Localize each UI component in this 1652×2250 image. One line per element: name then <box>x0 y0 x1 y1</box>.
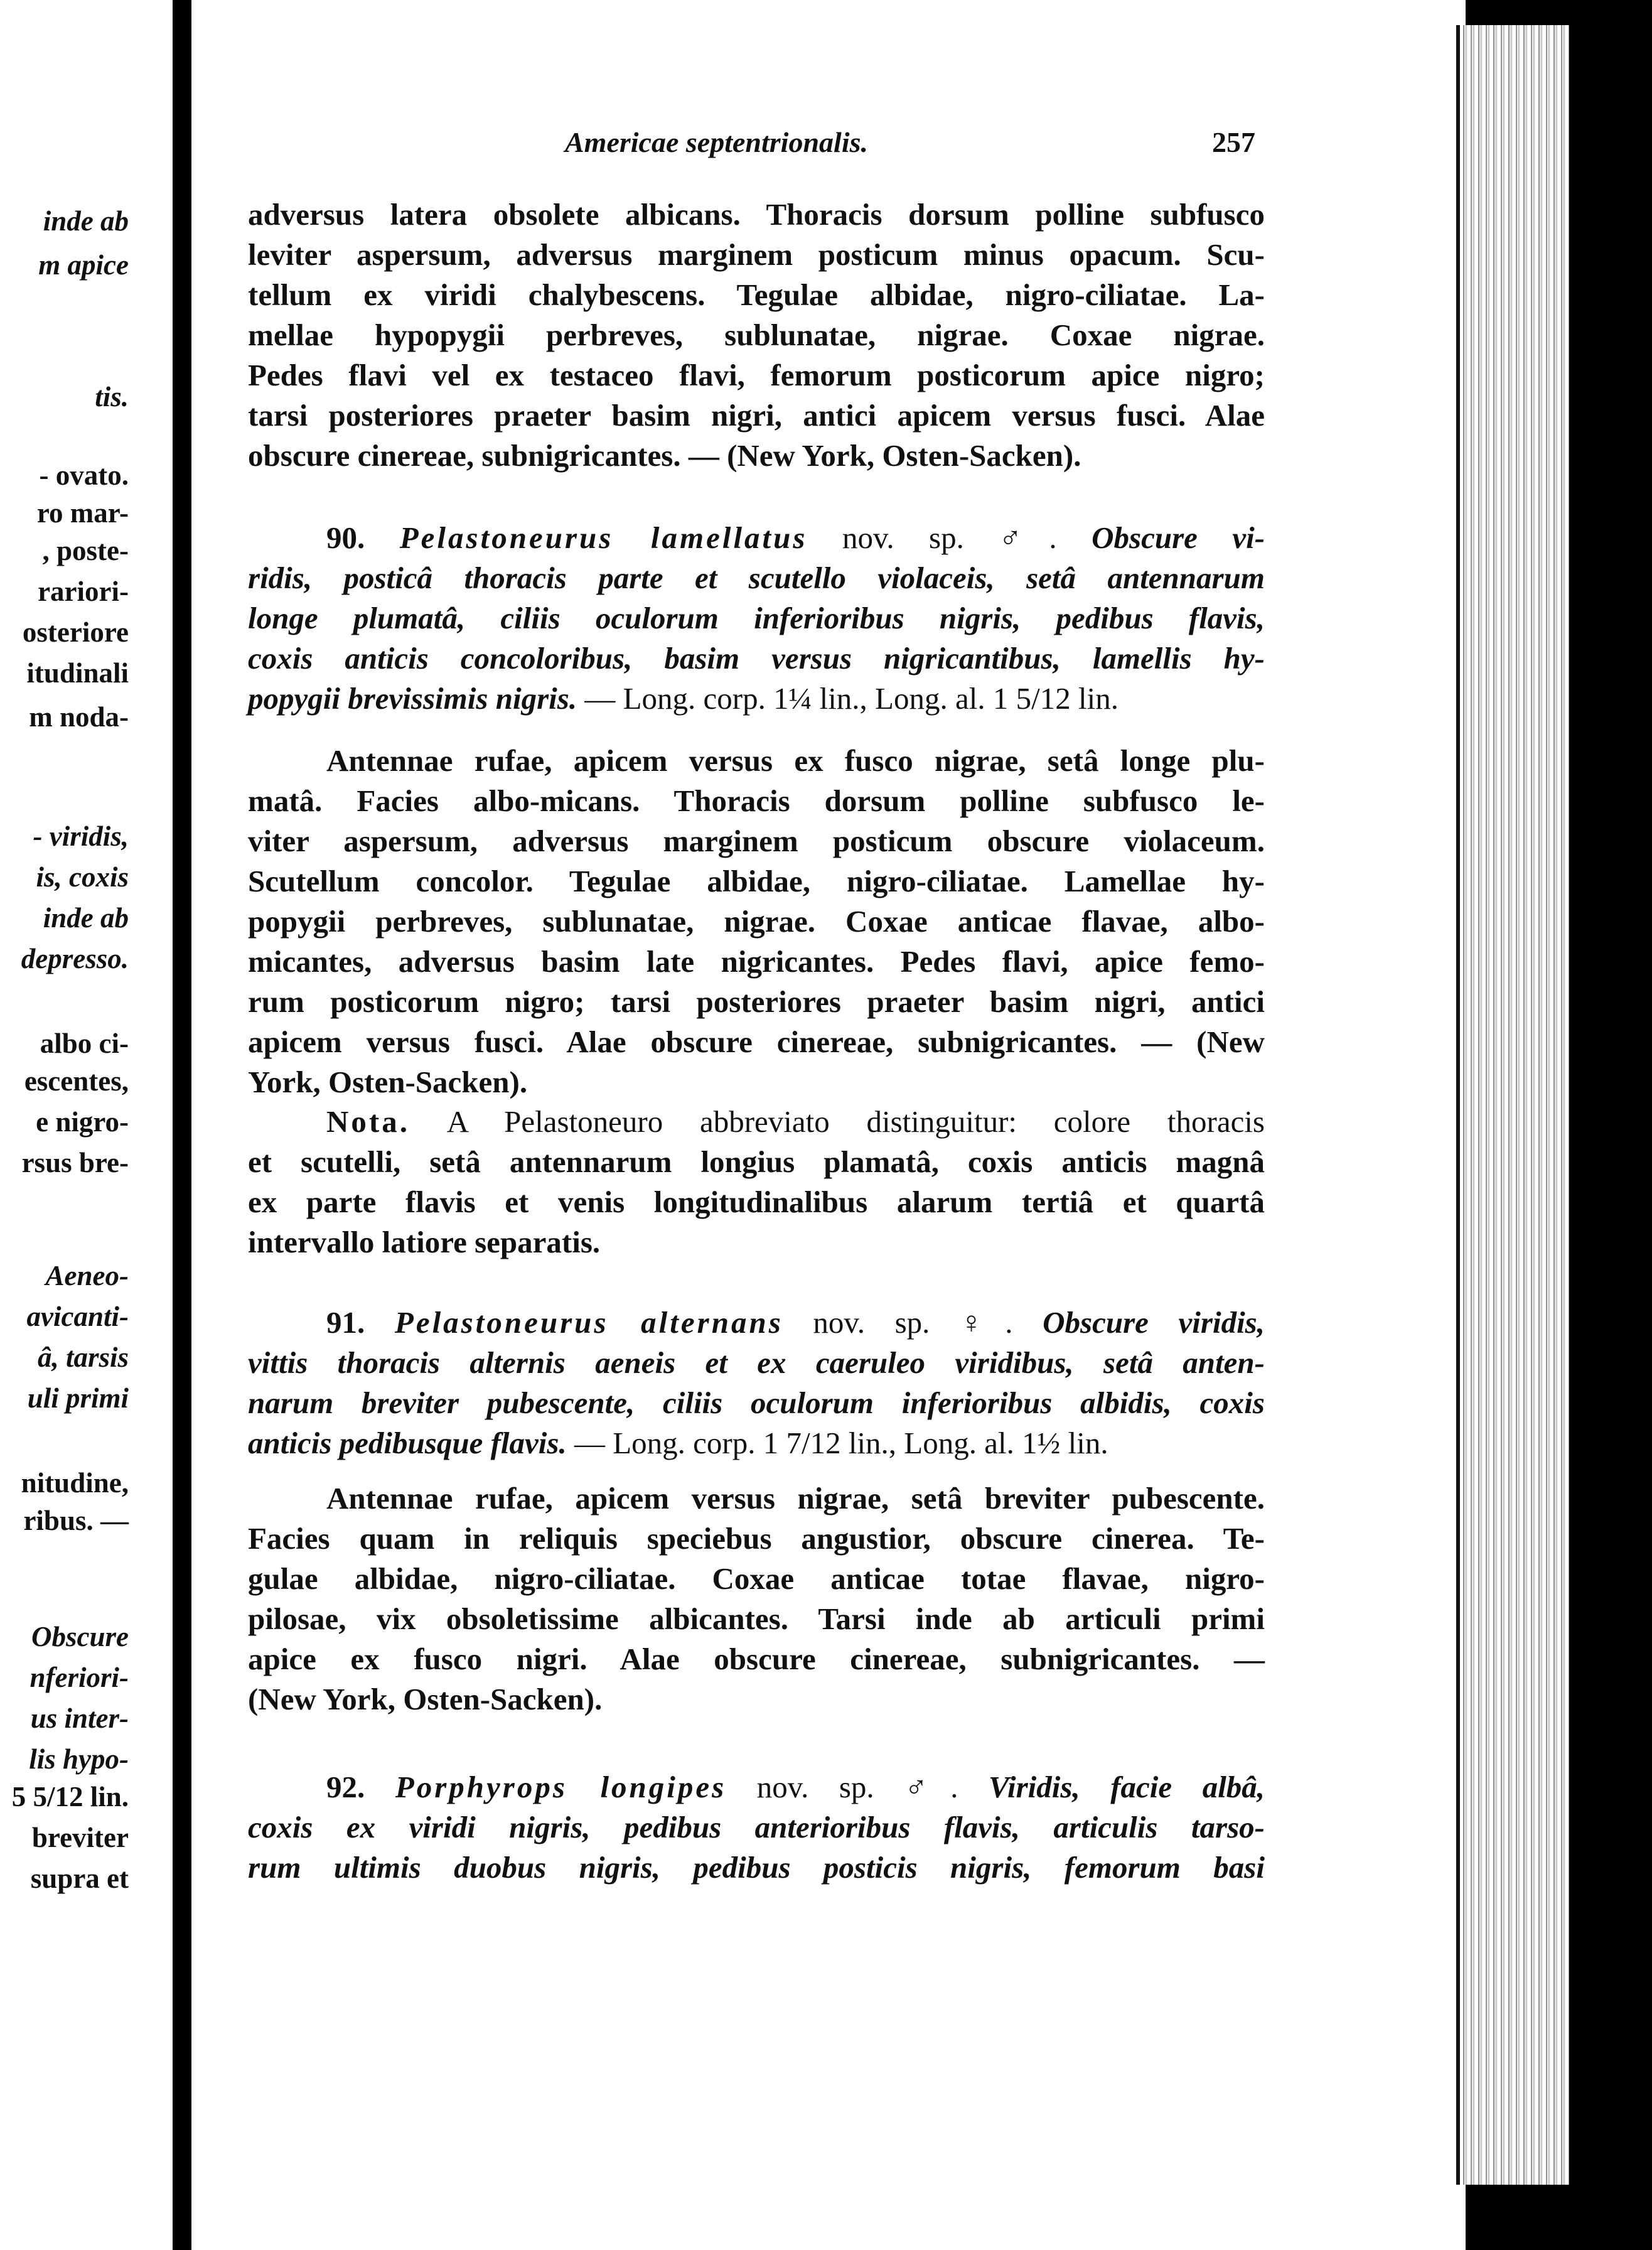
facing-page-text: ribus. — <box>23 1505 129 1536</box>
facing-page-text: 5 5/12 lin. <box>11 1781 129 1812</box>
facing-page-text: albo ci- <box>40 1028 129 1059</box>
text-line: Pedes flavi vel ex testaceo flavi, femorum posticorum apice nigro; <box>248 358 1265 392</box>
text-line: rum posticorum nigro; tarsi posteriores praeter basim nigri, antici <box>248 984 1265 1019</box>
nota-line <box>248 1102 1265 1142</box>
facing-page-text: inde ab <box>43 205 129 237</box>
facing-page-text: e nigro- <box>36 1106 129 1138</box>
diagnosis-end: popygii brevissimis nigris. <box>248 681 577 716</box>
text-line: leviter aspersum, adversus marginem posticum minus opacum. Scu- <box>248 237 1265 272</box>
facing-page-text: depresso. <box>21 943 129 974</box>
facing-page-text: , poste- <box>42 535 129 566</box>
text-line: coxis anticis concoloribus, basim versus nigricantibus, lamellis hy- <box>248 641 1265 676</box>
species-name: Pelastoneurus lamellatus <box>399 520 808 555</box>
facing-page-text: Aeneo- <box>45 1260 129 1291</box>
facing-page-text: rsus bre- <box>21 1147 129 1178</box>
species-status: nov. sp. ♂. <box>756 1770 958 1804</box>
facing-page-text: inde ab <box>43 902 129 934</box>
facing-page-text: rariori- <box>38 576 129 607</box>
facing-page-text: is, coxis <box>36 861 129 893</box>
text-line: longe plumatâ, ciliis oculorum inferioribus nigris, pedibus flavis, <box>248 601 1265 635</box>
text-line: York, Osten-Sacken). <box>248 1065 528 1099</box>
text-line: gulae albidae, nigro-ciliatae. Coxae anticae totae flavae, nigro- <box>248 1561 1265 1596</box>
species-91-description <box>248 1478 1265 1720</box>
text-line: vittis thoracis alternis aeneis et ex caeruleo viridibus, setâ anten- <box>248 1345 1265 1380</box>
diagnosis-start: Obscure vi- <box>1092 520 1265 555</box>
diagnosis-start: Obscure viridis, <box>1043 1305 1265 1340</box>
nota-text: A Pelastoneuro abbreviato distinguitur: colore thoracis <box>446 1104 1265 1139</box>
text-line: viter aspersum, adversus marginem posticum obscure violaceum. <box>248 824 1265 858</box>
facing-page-text: â, tarsis <box>37 1342 129 1373</box>
species-status: nov. sp. ♂. <box>842 520 1057 555</box>
text-line: apice ex fusco nigri. Alae obscure cinereae, subnigricantes. — <box>248 1642 1265 1676</box>
text-line: adversus latera obsolete albicans. Thoracis dorsum polline subfusco <box>248 197 1265 232</box>
facing-page-text: m noda- <box>29 701 129 733</box>
facing-page-text: Obscure <box>31 1621 129 1652</box>
page-number: 257 <box>1212 126 1255 158</box>
facing-page-text: - viridis, <box>33 821 129 852</box>
text-line: Scutellum concolor. Tegulae albidae, nigro-ciliatae. Lamellae hy- <box>248 864 1265 898</box>
text-line: et scutelli, setâ antennarum longius plamatâ, coxis anticis magnâ <box>248 1144 1265 1179</box>
species-line <box>248 679 1265 719</box>
facing-page-text: ro mar- <box>36 497 129 529</box>
species-line <box>248 1303 1265 1343</box>
measurements: — Long. corp. 1 7/12 lin., Long. al. 1½ lin. <box>574 1426 1108 1460</box>
facing-page-text: tis. <box>95 381 129 412</box>
page-stack-edge <box>1456 25 1573 2185</box>
text-line: Facies quam in reliquis speciebus angustior, obscure cinerea. Te- <box>248 1521 1265 1556</box>
nota <box>248 1102 1265 1262</box>
facing-page-text: itudinali <box>26 657 129 689</box>
diagnosis-start: Viridis, facie albâ, <box>989 1770 1265 1804</box>
book-gutter <box>173 0 191 2250</box>
text-line: matâ. Facies albo-micans. Thoracis dorsum polline subfusco le- <box>248 783 1265 818</box>
species-90-description <box>248 741 1265 1102</box>
facing-page-text: osteriore <box>22 616 129 648</box>
text-line: coxis ex viridi nigris, pedibus anterioribus flavis, articulis tarso- <box>248 1810 1265 1844</box>
species-number: 92. <box>326 1770 365 1804</box>
facing-page-text: m apice <box>38 249 129 281</box>
species-line <box>248 1767 1265 1807</box>
text-line: Antennae rufae, apicem versus nigrae, setâ breviter pubescente. <box>326 1481 1265 1515</box>
facing-page-text: nitudine, <box>21 1467 129 1499</box>
facing-page-text: - ovato. <box>39 460 129 491</box>
text-line: Antennae rufae, apicem versus ex fusco nigrae, setâ longe plu- <box>326 743 1265 778</box>
measurements: — Long. corp. 1¼ lin., Long. al. 1 5/12 lin. <box>584 681 1118 716</box>
facing-page-text: lis hypo- <box>29 1743 129 1775</box>
text-line: ex parte flavis et venis longitudinalibus alarum tertiâ et quartâ <box>248 1185 1265 1219</box>
species-line <box>248 518 1265 558</box>
species-line <box>248 1423 1265 1463</box>
text-line: mellae hypopygii perbreves, sublunatae, nigrae. Coxae nigrae. <box>248 318 1265 352</box>
facing-page-text: uli primi <box>27 1382 129 1414</box>
text-line: tellum ex viridi chalybescens. Tegulae albidae, nigro-ciliatae. La- <box>248 277 1265 312</box>
text-line: apicem versus fusci. Alae obscure cinereae, subnigricantes. — (New <box>248 1025 1265 1059</box>
species-status: nov. sp. ♀. <box>813 1305 1013 1340</box>
text-line: ridis, posticâ thoracis parte et scutello violaceis, setâ antennarum <box>248 561 1265 595</box>
running-title: Americae septentrionalis. <box>565 126 868 158</box>
nota-label: Nota. <box>326 1104 410 1139</box>
text-line: narum breviter pubescente, ciliis oculorum inferioribus albidis, coxis <box>248 1386 1265 1420</box>
text-line: obscure cinereae, subnigricantes. — (New York, Osten-Sacken). <box>248 438 1081 473</box>
species-90-heading <box>248 518 1265 719</box>
facing-page-text: avicanti- <box>26 1301 129 1332</box>
text-line: (New York, Osten-Sacken). <box>248 1682 603 1716</box>
facing-page-text: supra et <box>30 1863 129 1894</box>
facing-page-text: us inter- <box>30 1703 129 1734</box>
species-91-heading <box>248 1303 1265 1463</box>
species-92-heading <box>248 1767 1265 1888</box>
diagnosis-end: anticis pedibusque flavis. <box>248 1426 567 1460</box>
background-edge <box>1569 0 1652 2250</box>
paragraph-continuation <box>248 195 1265 476</box>
species-name: Porphyrops longipes <box>395 1770 727 1804</box>
text-line: intervallo latiore separatis. <box>248 1225 601 1259</box>
facing-page-text: breviter <box>31 1822 129 1853</box>
text-line: popygii perbreves, sublunatae, nigrae. Coxae anticae flavae, albo- <box>248 904 1265 939</box>
species-name: Pelastoneurus alternans <box>394 1305 783 1340</box>
text-line: rum ultimis duobus nigris, pedibus posticis nigris, femorum basi <box>248 1850 1265 1885</box>
species-number: 90. <box>326 520 365 555</box>
text-line: pilosae, vix obsoletissime albicantes. Tarsi inde ab articuli primi <box>248 1601 1265 1636</box>
facing-page-fragment <box>0 0 173 2250</box>
text-line: tarsi posteriores praeter basim nigri, antici apicem versus fusci. Alae <box>248 398 1265 433</box>
species-number: 91. <box>326 1305 365 1340</box>
facing-page-text: escentes, <box>24 1065 129 1097</box>
running-header <box>377 126 1255 163</box>
facing-page-text: nferiori- <box>30 1662 129 1693</box>
text-line: micantes, adversus basim late nigricantes. Pedes flavi, apice femo- <box>248 944 1265 979</box>
